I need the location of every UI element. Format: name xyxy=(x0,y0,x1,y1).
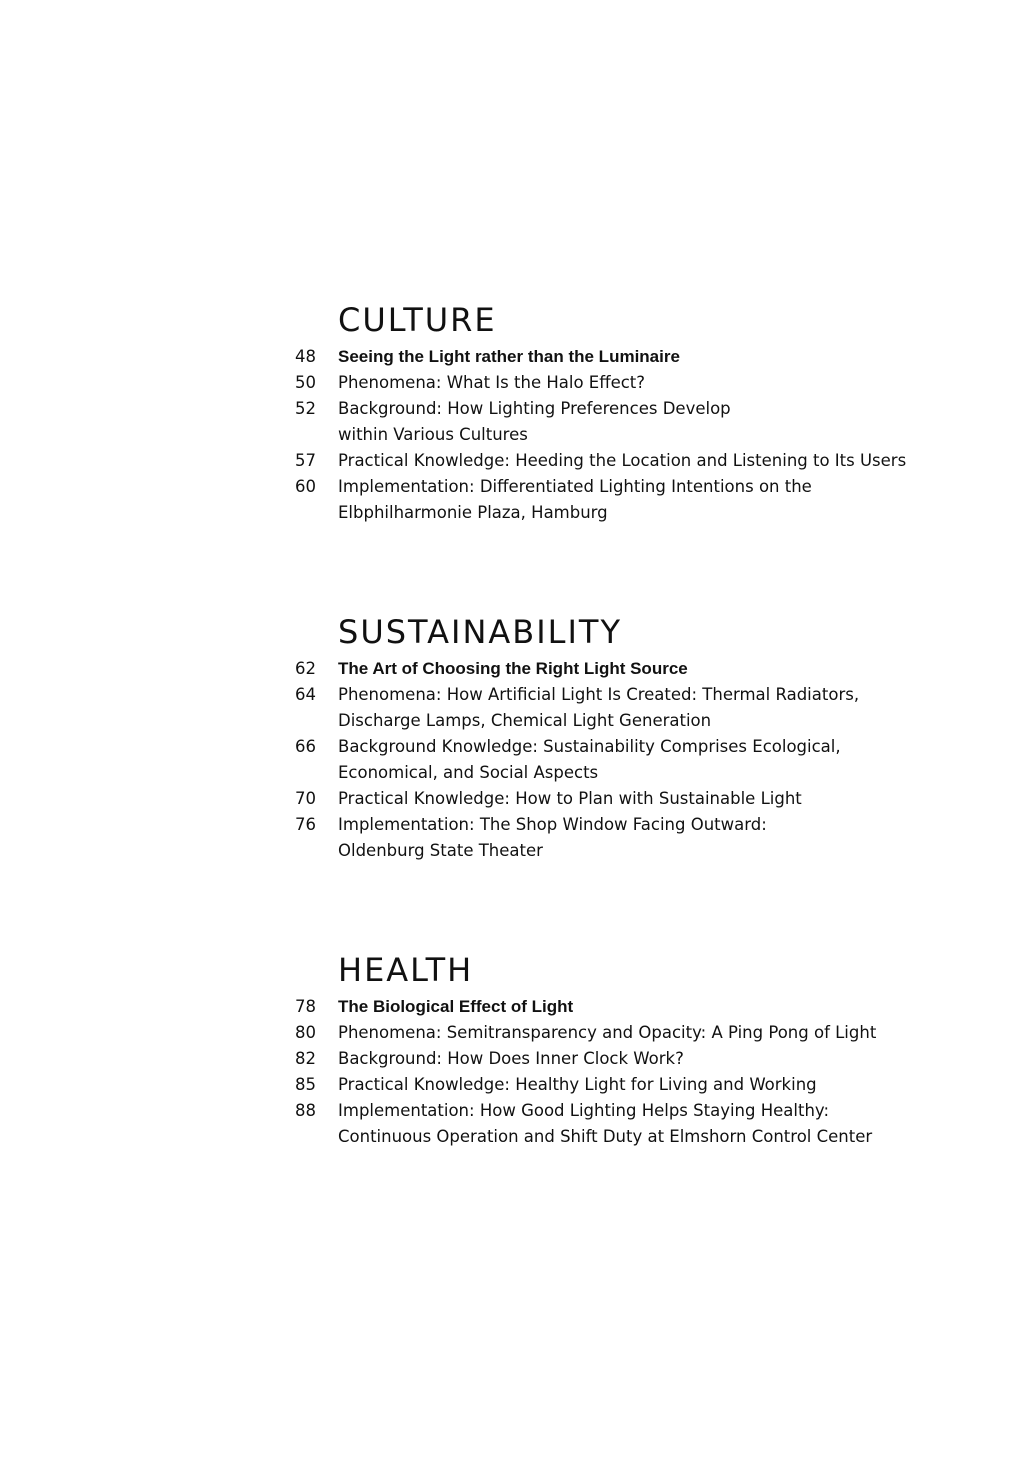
page-number: 85 xyxy=(295,1075,316,1094)
toc-entry xyxy=(290,396,990,448)
page-number: 78 xyxy=(295,997,316,1016)
page-number: 48 xyxy=(295,347,316,366)
page-number: 57 xyxy=(295,451,316,470)
toc-entry xyxy=(290,370,990,396)
entry-title: Implementation: Differentiated Lighting Intentions on the Elbphilharmonie Plaza, Hamburg xyxy=(338,477,812,522)
toc-entry xyxy=(290,448,990,474)
entry-title: Seeing the Light rather than the Luminaire xyxy=(338,347,680,366)
entry-title: Implementation: How Good Lighting Helps Staying Healthy: Continuous Operation and Shift Duty at Elmshorn Control Center xyxy=(338,1101,873,1146)
page-number: 70 xyxy=(295,789,316,808)
toc-list xyxy=(290,994,990,1150)
toc-entry xyxy=(290,474,990,526)
page-number: 80 xyxy=(295,1023,316,1042)
entry-title: Practical Knowledge: Healthy Light for Living and Working xyxy=(338,1075,817,1094)
toc-entry xyxy=(290,1020,990,1046)
page-number: 60 xyxy=(295,477,316,496)
toc-entry xyxy=(290,786,990,812)
page-number: 64 xyxy=(295,685,316,704)
toc-section-sustainability xyxy=(290,614,990,864)
entry-title: Phenomena: How Artificial Light Is Created: Thermal Radiators, Discharge Lamps, Chemical Light Generation xyxy=(338,685,860,730)
toc-entry xyxy=(290,812,990,864)
toc-entry xyxy=(290,656,990,682)
toc-entry xyxy=(290,682,990,734)
entry-title: Phenomena: Semitransparency and Opacity: A Ping Pong of Light xyxy=(338,1023,877,1042)
section-title: SUSTAINABILITY xyxy=(338,613,623,651)
toc-entry xyxy=(290,994,990,1020)
entry-title: The Art of Choosing the Right Light Source xyxy=(338,659,688,678)
entry-title: Implementation: The Shop Window Facing Outward: Oldenburg State Theater xyxy=(338,815,767,860)
toc-entry xyxy=(290,344,990,370)
page-number: 88 xyxy=(295,1101,316,1120)
toc-entry xyxy=(290,734,990,786)
page-number: 82 xyxy=(295,1049,316,1068)
entry-title: Phenomena: What Is the Halo Effect? xyxy=(338,373,646,392)
entry-title: The Biological Effect of Light xyxy=(338,997,574,1016)
page-number: 76 xyxy=(295,815,316,834)
entry-title: Background Knowledge: Sustainability Comprises Ecological, Economical, and Social Aspects xyxy=(338,737,841,782)
page-number: 62 xyxy=(295,659,316,678)
toc-entry xyxy=(290,1098,990,1150)
toc-section-health xyxy=(290,952,990,1150)
section-title: HEALTH xyxy=(338,951,474,989)
toc-list xyxy=(290,656,990,864)
entry-title: Practical Knowledge: Heeding the Location and Listening to Its Users xyxy=(338,451,907,470)
entry-title: Practical Knowledge: How to Plan with Sustainable Light xyxy=(338,789,802,808)
page-number: 66 xyxy=(295,737,316,756)
toc-list xyxy=(290,344,990,526)
entry-title: Background: How Lighting Preferences Develop within Various Cultures xyxy=(338,399,731,444)
entry-title: Background: How Does Inner Clock Work? xyxy=(338,1049,684,1068)
section-title: CULTURE xyxy=(338,301,497,339)
toc-entry xyxy=(290,1072,990,1098)
page-number: 52 xyxy=(295,399,316,418)
toc-section-culture xyxy=(290,302,990,526)
toc-entry xyxy=(290,1046,990,1072)
page-number: 50 xyxy=(295,373,316,392)
